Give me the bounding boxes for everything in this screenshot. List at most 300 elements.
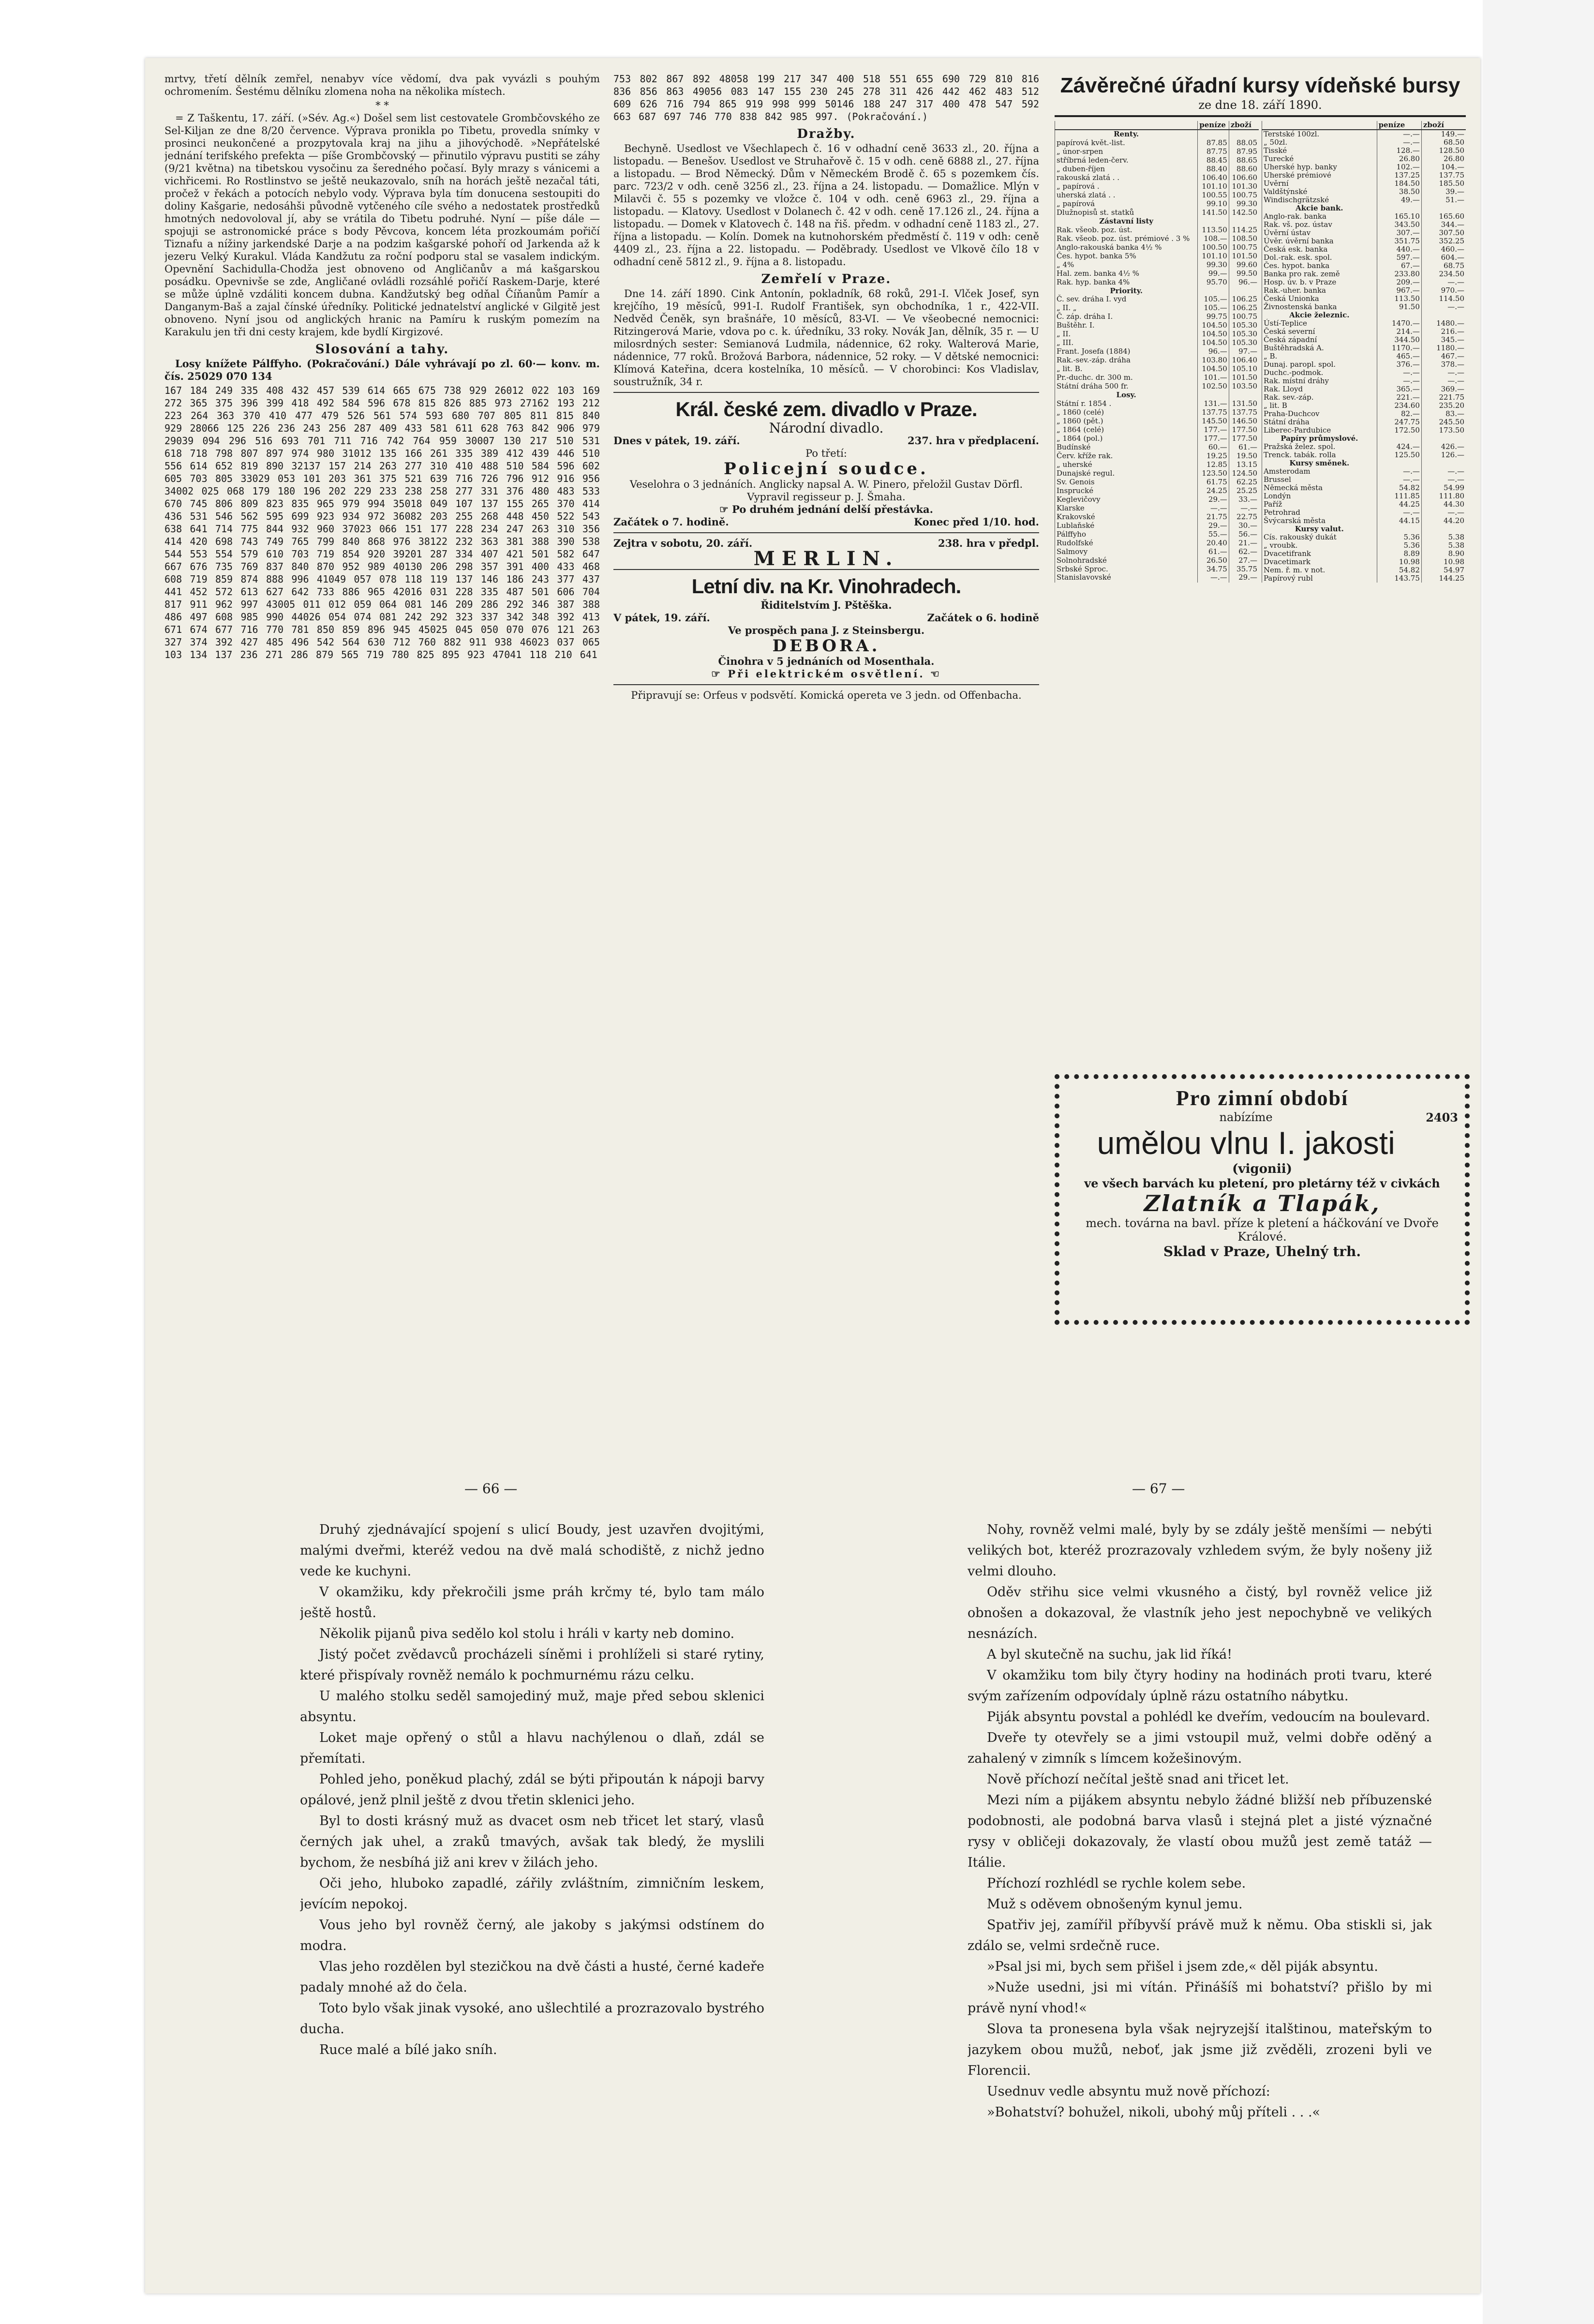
security-name: „ vroubk. (1262, 541, 1377, 550)
summer-play-desc: Činohra v 5 jednáních od Mosenthala. (718, 655, 935, 667)
security-name: Sv. Genois (1055, 478, 1198, 487)
scan-margin (1483, 0, 1594, 2324)
bourse-row (1055, 469, 1259, 478)
security-name: Renty. (1055, 130, 1198, 139)
bourse-row (1055, 252, 1259, 261)
summer-date: V pátek, 19. září. (613, 612, 710, 624)
col-goods: zboží (1421, 121, 1466, 130)
security-name: Pražská želez. spol. (1262, 443, 1377, 451)
goods-price: 142.50 (1229, 209, 1259, 217)
security-name: Valdštýnské (1262, 188, 1377, 196)
money-price (1377, 204, 1421, 212)
money-price: 105.— (1198, 304, 1229, 313)
security-name: „ 4% (1055, 261, 1198, 270)
bourse-row (1262, 492, 1466, 500)
money-price: 101.10 (1198, 252, 1229, 261)
bourse-row (1262, 410, 1466, 418)
goods-price: 26.80 (1421, 155, 1466, 163)
money-price: 61.— (1198, 548, 1229, 556)
separator-stars: * * (375, 100, 389, 111)
goods-price: 235.20 (1421, 402, 1466, 410)
money-price (1198, 217, 1229, 226)
goods-price: 19.50 (1229, 452, 1259, 461)
lottery-heading: Slosování a tahy. (315, 342, 449, 357)
bourse-row (1262, 204, 1466, 212)
money-price: 44.15 (1377, 517, 1421, 525)
bourse-row (1055, 235, 1259, 243)
security-name: „ 50zl. (1262, 138, 1377, 147)
director-line: Řiditelstvím J. Pštěška. (760, 599, 892, 611)
goods-price: —.— (1421, 476, 1466, 484)
goods-price: 149.— (1421, 130, 1466, 138)
novel-paragraph: Oči jeho, hluboko zapadlé, zářily zvláštním, zimničním leskem, jevícím nepokoj. (300, 1876, 764, 1912)
tomorrow-perf-no: 238. hra v předpl. (938, 537, 1039, 549)
bourse-row (1055, 270, 1259, 278)
security-name: Státní dráha 500 fr. (1055, 382, 1198, 391)
goods-price: 10.98 (1421, 558, 1466, 566)
money-price: 221.— (1377, 393, 1421, 402)
money-price: 102.50 (1198, 382, 1229, 391)
money-price: 105.— (1198, 295, 1229, 304)
money-price: 597.— (1377, 254, 1421, 262)
goods-price: 62.25 (1229, 478, 1259, 487)
money-price: 20.40 (1198, 539, 1229, 548)
bourse-row (1055, 435, 1259, 443)
novel-paragraph: Dveře ty otevřely se a jimi vstoupil muž, velmi dobře oděný a zahalený v zimník s límcem kožešinovým. (968, 1730, 1432, 1766)
goods-price: 173.50 (1421, 426, 1466, 435)
bourse-row (1055, 191, 1259, 200)
security-name: Čes. hypot. banka 5% (1055, 252, 1198, 261)
goods-price: 13.15 (1229, 461, 1259, 469)
money-price: 344.50 (1377, 336, 1421, 344)
money-price: 103.80 (1198, 356, 1229, 365)
goods-price: 604.— (1421, 254, 1466, 262)
security-name: Hosp. úv. b. v Praze (1262, 278, 1377, 286)
novel-paragraph: Usednuv vedle absyntu muž nově příchozí: (987, 2084, 1270, 2099)
goods-price: 345.— (1421, 336, 1466, 344)
page-number-right: — 67 — (1132, 1481, 1185, 1497)
goods-price: 22.75 (1229, 513, 1259, 522)
money-price: 91.50 (1377, 303, 1421, 311)
novel-paragraph: Spatřiv jej, zamířil příbyvší právě muž k němu. Oba stiskli si, jak zdálo se, velmi srdečně ruce. (968, 1918, 1432, 1953)
goods-price: 104.— (1421, 163, 1466, 171)
lottery-intro: Losy knížete Pálffyho. (Pokračování.) Dále vyhrávají po zl. 60·— konv. m. čís. 25029 070 134 (164, 358, 600, 382)
security-name: Č. sev. dráha I. vyd (1055, 295, 1198, 304)
goods-price: 105.30 (1229, 330, 1259, 339)
goods-price: 29.— (1229, 573, 1259, 583)
security-name: Kursy směnek. (1262, 459, 1377, 467)
goods-price (1421, 311, 1466, 319)
bourse-row (1055, 573, 1259, 583)
goods-price: 100.75 (1229, 243, 1259, 252)
bourse-row (1055, 243, 1259, 252)
bourse-row (1262, 336, 1466, 344)
deaths-text: Dne 14. září 1890. Cink Antonín, pokladník, 68 roků, 291-I. Vlček Josef, syn krejčího, 19 měsíců, 991-I. Rudolf František, syn obchodníka, 1 r., 422-VII. Nedvěd Čeněk, syn brašnáře, 10 měsíců, 83-VI. — Ve všeobecné nemocnici: Ritzingerová Marie, vdova po c. k. úředníku, 33 roky. Novák Jan, dělník, 35 r. — U milosrdných sester: Semianová Ludmila, nádennice, 62 roky. Walterová Marie, nádennice, 77 roků. Brožová Barbora, nádennice, 52 roky. — V dětské nemocnici: Klímová Kateřina, dcera kostelníka, 10 měsíců. — V chorobinci: Kos Vladislav, soustružník, 34 r. (613, 288, 1039, 388)
goods-price: 114.25 (1229, 226, 1259, 235)
money-price (1198, 287, 1229, 296)
goods-price: 1480.— (1421, 319, 1466, 328)
bourse-row (1055, 174, 1259, 182)
money-price: 108.— (1198, 235, 1229, 243)
money-price: 38.50 (1377, 188, 1421, 196)
tomorrow-play: MERLIN. (753, 547, 899, 570)
auctions-heading: Dražby. (797, 127, 856, 141)
bourse-row (1055, 139, 1259, 148)
goods-price: 177.50 (1229, 426, 1259, 435)
goods-price: 97.— (1229, 347, 1259, 356)
goods-price: —.— (1421, 467, 1466, 476)
bourse-row (1055, 400, 1259, 408)
bourse-row (1262, 278, 1466, 286)
bourse-row (1262, 319, 1466, 328)
money-price: 99.— (1198, 270, 1229, 278)
goods-price: 1180.— (1421, 344, 1466, 352)
goods-price: —.— (1421, 369, 1466, 377)
goods-price: 44.30 (1421, 500, 1466, 509)
novel-paragraph: V okamžiku tom bily čtyry hodiny na hodinách proti tvaru, které svým zařízením odpovídaly úplně rázu ostatního nábytku. (968, 1668, 1432, 1704)
bourse-row (1262, 344, 1466, 352)
divider (1055, 115, 1466, 117)
novel-paragraph: Oděv střihu sice velmi vkusného a čistý, byl rovněž velice již obnošen a dokazoval, že vlastník jeho jest nepochybně ve velikých nesnázích. (968, 1585, 1432, 1641)
newspaper-page (145, 58, 1480, 2294)
security-name: Banka pro rak. země (1262, 270, 1377, 278)
goods-price: —.— (1421, 509, 1466, 517)
security-name: Dlužnopisů st. statků (1055, 209, 1198, 217)
security-name: Uvěrní (1262, 180, 1377, 188)
bourse-row (1055, 339, 1259, 347)
security-name: Tisské (1262, 147, 1377, 155)
bourse-row (1262, 311, 1466, 319)
goods-price: 33.— (1229, 495, 1259, 504)
goods-price: —.— (1421, 303, 1466, 311)
money-price: —.— (1377, 369, 1421, 377)
bourse-row (1055, 330, 1259, 339)
money-price: 101.10 (1198, 182, 1229, 191)
col-name (1055, 121, 1198, 130)
security-name: Červ. kříže rak. (1055, 452, 1198, 461)
money-price: 343.50 (1377, 221, 1421, 229)
goods-price: 99.30 (1229, 200, 1259, 209)
security-name: „ únor-srpen (1055, 148, 1198, 156)
goods-price: 106.60 (1229, 174, 1259, 182)
money-price: 55.— (1198, 530, 1229, 539)
security-name: Rak. hyp. banka 4% (1055, 278, 1198, 287)
bourse-table-right (1262, 121, 1466, 583)
bourse-row (1262, 377, 1466, 385)
bourse-row (1262, 360, 1466, 369)
money-price: 54.82 (1377, 484, 1421, 492)
bourse-row (1262, 130, 1466, 138)
summer-start: Začátek o 6. hodině (927, 612, 1039, 624)
money-price: 143.75 (1377, 574, 1421, 583)
money-price: 131.— (1198, 400, 1229, 408)
goods-price: 100.75 (1229, 191, 1259, 200)
bourse-row (1055, 200, 1259, 209)
security-name: Rak. místní dráhy (1262, 377, 1377, 385)
money-price: 104.50 (1198, 330, 1229, 339)
money-price: 234.60 (1377, 402, 1421, 410)
goods-price: 460.— (1421, 245, 1466, 254)
goods-price: 137.75 (1229, 408, 1259, 417)
goods-price: 131.50 (1229, 400, 1259, 408)
security-name: „ 1864 (pol.) (1055, 435, 1198, 443)
money-price: 113.50 (1198, 226, 1229, 235)
novel-paragraph: Příchozí rozhlédl se rychle kolem sebe. (987, 1876, 1246, 1891)
goods-price: 234.50 (1421, 270, 1466, 278)
goods-price: 99.50 (1229, 270, 1259, 278)
goods-price: 185.50 (1421, 180, 1466, 188)
goods-price: 426.— (1421, 443, 1466, 451)
goods-price: 108.50 (1229, 235, 1259, 243)
goods-price: 56.— (1229, 530, 1259, 539)
bourse-row (1055, 487, 1259, 495)
security-name: Dol.-rak. esk. spol. (1262, 254, 1377, 262)
bourse-row (1055, 382, 1259, 391)
goods-price: 54.97 (1421, 566, 1466, 574)
money-price: 61.75 (1198, 478, 1229, 487)
security-name: Rak.-uher. banka (1262, 286, 1377, 295)
bourse-row (1262, 180, 1466, 188)
divider (613, 684, 1039, 685)
bourse-tables (1055, 121, 1466, 583)
money-price (1377, 311, 1421, 319)
money-price: 8.89 (1377, 550, 1421, 558)
bourse-row (1262, 212, 1466, 221)
security-name: Anglo-rak. banka (1262, 212, 1377, 221)
divider (613, 532, 1039, 533)
goods-price: 51.— (1421, 196, 1466, 204)
security-name: Duchc.-podmok. (1262, 369, 1377, 377)
money-price: 100.55 (1198, 191, 1229, 200)
money-price: 104.50 (1198, 339, 1229, 347)
money-price: 29.— (1198, 522, 1229, 530)
money-price (1377, 459, 1421, 467)
security-name: Dunaj. paropl. spol. (1262, 360, 1377, 369)
ad-store: Sklad v Praze, Uhelný trh. (1163, 1244, 1361, 1259)
money-price: —.— (1377, 509, 1421, 517)
money-price: 100.50 (1198, 243, 1229, 252)
money-price: 99.30 (1198, 261, 1229, 270)
bourse-row (1262, 550, 1466, 558)
money-price: 12.85 (1198, 461, 1229, 469)
money-price: 247.75 (1377, 418, 1421, 426)
goods-price: 5.38 (1421, 533, 1466, 541)
money-price: 424.— (1377, 443, 1421, 451)
novel-paragraph: V okamžiku, kdy překročili jsme práh krčmy té, bylo tam málo ještě hostů. (300, 1585, 764, 1620)
money-price: 88.40 (1198, 165, 1229, 174)
security-name: Česká Unionka (1262, 295, 1377, 303)
bourse-row (1055, 556, 1259, 565)
bourse-row (1055, 391, 1259, 400)
security-name: Krakovské (1055, 513, 1198, 522)
bourse-row (1262, 196, 1466, 204)
goods-price (1229, 130, 1259, 139)
money-price: 214.— (1377, 328, 1421, 336)
bourse-row (1055, 295, 1259, 304)
money-price: 172.50 (1377, 426, 1421, 435)
goods-price: 44.20 (1421, 517, 1466, 525)
money-price: 104.50 (1198, 365, 1229, 374)
ad-product-note: (vigonii) (1232, 1162, 1292, 1176)
goods-price: 68.50 (1421, 138, 1466, 147)
goods-price: 87.95 (1229, 148, 1259, 156)
money-price: 376.— (1377, 360, 1421, 369)
article-tashkent: = Z Taškentu, 17. září. (»Sév. Ag.«) Došel sem list cestovatele Grombčovského ze Sel-Kiljan ze dne 8/20 července. Výprava pronikla po Tibetu, provedla snímky v prosinci neukončené a prozpytovala kraj na jihu a jihovýchodě. »Nepřátelské jednání terifského prefekta — píše Grombčovský — přinutilo výpravu pustiti se záhy (9/21 května) na tibetskou vysočinu za šeredného počasí. Byly mrazy s vánicemi a vichřicemi. Ro Rostlinstvo se ještě neukazovalo, sníh na horách ještě nezačal táti, pročež v řekách a potocích nebylo vody. Výprava byla tím donucena sestoupiti do doliny Kašgarie, nedosáhši původně vytčeného cíle svého a nedostatek prostředků hmotných nedovoloval jí, aby se vrátila do Tibetu podruhé. Nyní — píše dále — spojuji se astronomické práce s body Pěvcova, koncem léta prozkoumám pořičí Tiznafu a nížiny jarkendské Darje a na podzim kašgarské pohoří od Jarkenda až k jezeru Velký Kurakul. Vláda Kandžutu za roční podporu stal se vasalem indickým. Opevnění Sachidulla-Chodža jest obnoveno od Angličanův a má kašgarskou posádku. Opevnivše se zde, Angličané ovládli rozsáhlé pořičí Raskem-Darje, které se může úplně vzdáliti koncem dubna. Kandžutský beg odňal Číňanům Pamír a Danganym-Baš a zajal čínské úředníky. Politické jednatelství anglické v Gilgitě jest obnoveno. Nyní jsou od anglických hranic na Pamíru k ruským pomezím na Karakulu jen tři dni cesty krajem, kde bydlí Kirgizové. (164, 112, 600, 338)
bourse-row (1055, 278, 1259, 287)
security-name: Praha-Duchcov (1262, 410, 1377, 418)
bourse-row (1055, 539, 1259, 548)
lottery-numbers: 167 184 249 335 408 432 457 539 614 665 675 738 929 26012 022 103 169 272 365 375 396 399 418 492 584 596 678 815 826 885 973 27162 193 212 223 264 363 370 410 477 479 526 561 574 593 680 707 805 811 815 840 929 28066 125 226 236 243 256 287 409 433 581 611 628 763 842 906 979 29039 094 296 516 693 701 711 716 742 764 959 30007 130 217 510 531 618 718 798 807 897 974 980 31012 135 166 261 335 389 412 439 446 510 556 614 652 819 890 32137 157 214 263 277 310 410 488 510 584 596 602 605 703 805 33029 053 101 203 361 375 521 639 716 726 796 912 916 956 34002 025 068 179 180 196 202 229 233 238 258 277 331 376 480 483 533 670 745 806 809 823 835 965 979 994 35018 049 107 137 155 265 370 414 436 531 546 562 595 699 923 934 972 36082 203 255 268 448 450 522 543 638 641 714 775 844 932 960 37023 066 151 177 228 234 247 263 310 356 414 420 698 743 749 765 799 840 868 976 38122 232 363 381 388 390 538 544 553 554 579 610 703 719 854 920 39201 287 334 407 421 501 582 647 667 676 735 769 837 840 870 952 989 40130 206 298 357 391 400 433 468 608 719 859 874 888 996 41049 057 078 118 119 137 146 186 243 377 437 441 452 572 613 627 642 733 886 965 42016 031 228 335 487 501 606 704 817 911 962 997 43005 011 012 059 064 081 146 209 286 292 346 387 388 486 497 608 985 990 44026 054 074 081 242 292 323 337 342 348 392 413 671 674 677 716 770 781 850 859 896 945 45025 045 050 070 076 121 263 327 374 392 427 485 496 542 564 630 712 760 882 911 938 46023 037 065 103 134 137 236 271 286 879 565 719 780 825 895 923 47041 118 210 641 (164, 385, 600, 660)
money-price (1377, 525, 1421, 533)
bourse-row (1055, 548, 1259, 556)
security-name: Trenck. tabák. rolla (1262, 451, 1377, 459)
goods-price (1421, 435, 1466, 443)
bourse-row (1262, 574, 1466, 583)
hand-pointer-icon: ☞ (711, 668, 728, 680)
novel-paragraph: Slova ta pronesena byla však nejryzejší italštinou, mateřským to jazykem obou mužů, neboť, jak jsme již zvěděli, zrozeni byli ve Florencii. (968, 2022, 1432, 2078)
security-name: Akcie železnic. (1262, 311, 1377, 319)
bourse-row (1262, 221, 1466, 229)
money-price (1198, 130, 1229, 139)
money-price: 26.80 (1377, 155, 1421, 163)
bourse-row (1055, 130, 1259, 139)
bourse-row (1262, 517, 1466, 525)
deaths-heading: Zemřelí v Praze. (761, 272, 892, 286)
goods-price (1421, 525, 1466, 533)
bourse-date: ze dne 18. září 1890. (1198, 98, 1322, 112)
bourse-row (1262, 509, 1466, 517)
bourse-row (1055, 504, 1259, 513)
security-name: „ lit. B (1262, 402, 1377, 410)
money-price: 165.10 (1377, 212, 1421, 221)
money-price: 44.25 (1377, 500, 1421, 509)
goods-price (1421, 204, 1466, 212)
ad-heading: Pro zimní období (1176, 1086, 1349, 1110)
goods-price: 177.50 (1229, 435, 1259, 443)
bourse-row (1262, 138, 1466, 147)
security-name: „ uherské (1055, 461, 1198, 469)
bourse-row (1262, 566, 1466, 574)
security-name: Švýcarská města (1262, 517, 1377, 525)
goods-price: 83.— (1421, 410, 1466, 418)
bourse-row (1055, 148, 1259, 156)
goods-price: 137.75 (1421, 171, 1466, 180)
novel-paragraph: Druhý zjednávající spojení s ulicí Boudy, jest uzavřen dvojitými, malými dveřmi, kteréž vedou na dvě malá schodiště, z nichž jedno vede ke kuchyni. (300, 1522, 764, 1579)
security-name: Česká západní (1262, 336, 1377, 344)
novel-paragraph: Vous jeho byl rovněž černý, ale jakoby s jakýmsi odstínem do modra. (300, 1918, 764, 1953)
security-name: Budínské (1055, 443, 1198, 452)
money-price (1377, 435, 1421, 443)
money-price: 5.36 (1377, 541, 1421, 550)
money-price: 54.82 (1377, 566, 1421, 574)
security-name: Priority. (1055, 287, 1198, 296)
money-price: 87.75 (1198, 148, 1229, 156)
bourse-row (1055, 365, 1259, 374)
novel-paragraph: Mezi ním a pijákem absyntu nebylo žádné bližší neb příbuzenské podobnosti, ale podobná barva vlasů i stejná plet a jisté význačné rysy v obličeji dokazovaly, že vlastí obou mužů jest země tatáž — Itálie. (968, 1793, 1432, 1870)
bourse-row (1055, 321, 1259, 330)
bourse-row (1262, 369, 1466, 377)
novel-paragraph: »Bohatství? bohužel, nikoli, ubohý můj příteli . . .« (987, 2105, 1321, 2120)
bourse-row (1055, 182, 1259, 191)
security-name: Německá města (1262, 484, 1377, 492)
goods-price: 111.80 (1421, 492, 1466, 500)
play-title: Policejní soudce. (724, 459, 929, 479)
security-name: Insprucké (1055, 487, 1198, 495)
security-name: Windischgrätzské (1262, 196, 1377, 204)
security-name: Salmovy (1055, 548, 1198, 556)
goods-price: 99.60 (1229, 261, 1259, 270)
bourse-row (1262, 558, 1466, 566)
news-column-2 (613, 73, 1039, 1316)
play-desc: Veselohra o 3 jednáních. Anglicky napsal A. W. Pinero, přeložil Gustav Dörfl. Vypravil regisseur p. J. Šmaha. (629, 479, 1023, 503)
novel-paragraph: Piják absyntu povstal a pohlédl ke dveřím, vedoucím na boulevard. (987, 1709, 1430, 1724)
security-name: Rak. vš. poz. ústav (1262, 221, 1377, 229)
goods-price: 165.60 (1421, 212, 1466, 221)
goods-price: 62.— (1229, 548, 1259, 556)
bourse-row (1262, 328, 1466, 336)
bourse-row (1262, 418, 1466, 426)
novel-paragraph: A byl skutečně na suchu, jak lid říká! (987, 1647, 1233, 1662)
bourse-row (1262, 484, 1466, 492)
bourse-row (1262, 163, 1466, 171)
money-price: —.— (1377, 467, 1421, 476)
bourse-row (1262, 155, 1466, 163)
bourse-row (1262, 270, 1466, 278)
goods-price: 106.25 (1229, 304, 1259, 313)
bourse-row (1262, 171, 1466, 180)
money-price: 101.— (1198, 374, 1229, 382)
goods-price: 5.38 (1421, 541, 1466, 550)
money-price: 209.— (1377, 278, 1421, 286)
money-price: 125.50 (1377, 451, 1421, 459)
goods-price: 146.50 (1229, 417, 1259, 426)
money-price: 95.70 (1198, 278, 1229, 287)
summer-date-row (613, 612, 1039, 624)
security-name: „ B. (1262, 352, 1377, 360)
money-price: —.— (1377, 130, 1421, 138)
novel-paragraph: Několik pijanů piva sedělo kol stolu i hráli v karty neb domino. (319, 1626, 735, 1641)
security-name: Amsterodam (1262, 467, 1377, 476)
security-name: Čes. hypot. banka (1262, 262, 1377, 270)
ad-factory: mech. továrna na bavl. příze k pletení a háčkování ve Dvoře Králové. (1086, 1216, 1439, 1244)
money-price (1198, 391, 1229, 400)
goods-price: 54.99 (1421, 484, 1466, 492)
security-name: Pálffyho (1055, 530, 1198, 539)
goods-price: 128.50 (1421, 147, 1466, 155)
money-price: 177.— (1198, 435, 1229, 443)
bourse-row (1262, 286, 1466, 295)
money-price: 67.— (1377, 262, 1421, 270)
goods-price: 344.— (1421, 221, 1466, 229)
bourse-row (1262, 188, 1466, 196)
bourse-row (1055, 565, 1259, 574)
hand-pointer-icon: ☞ (719, 503, 732, 515)
bourse-row (1262, 295, 1466, 303)
security-name: Kursy valut. (1262, 525, 1377, 533)
money-price: 465.— (1377, 352, 1421, 360)
bourse-row (1055, 495, 1259, 504)
bourse-row (1262, 426, 1466, 435)
goods-price: 105.30 (1229, 339, 1259, 347)
security-name: „ papírová . (1055, 182, 1198, 191)
goods-price: 88.60 (1229, 165, 1259, 174)
money-price: 24.25 (1198, 487, 1229, 495)
security-name: Srbské Sproc. (1055, 565, 1198, 574)
goods-price: 124.50 (1229, 469, 1259, 478)
security-name: Dvacetimark (1262, 558, 1377, 566)
security-name: Frant. Josefa (1884) (1055, 347, 1198, 356)
goods-price: 68.75 (1421, 262, 1466, 270)
